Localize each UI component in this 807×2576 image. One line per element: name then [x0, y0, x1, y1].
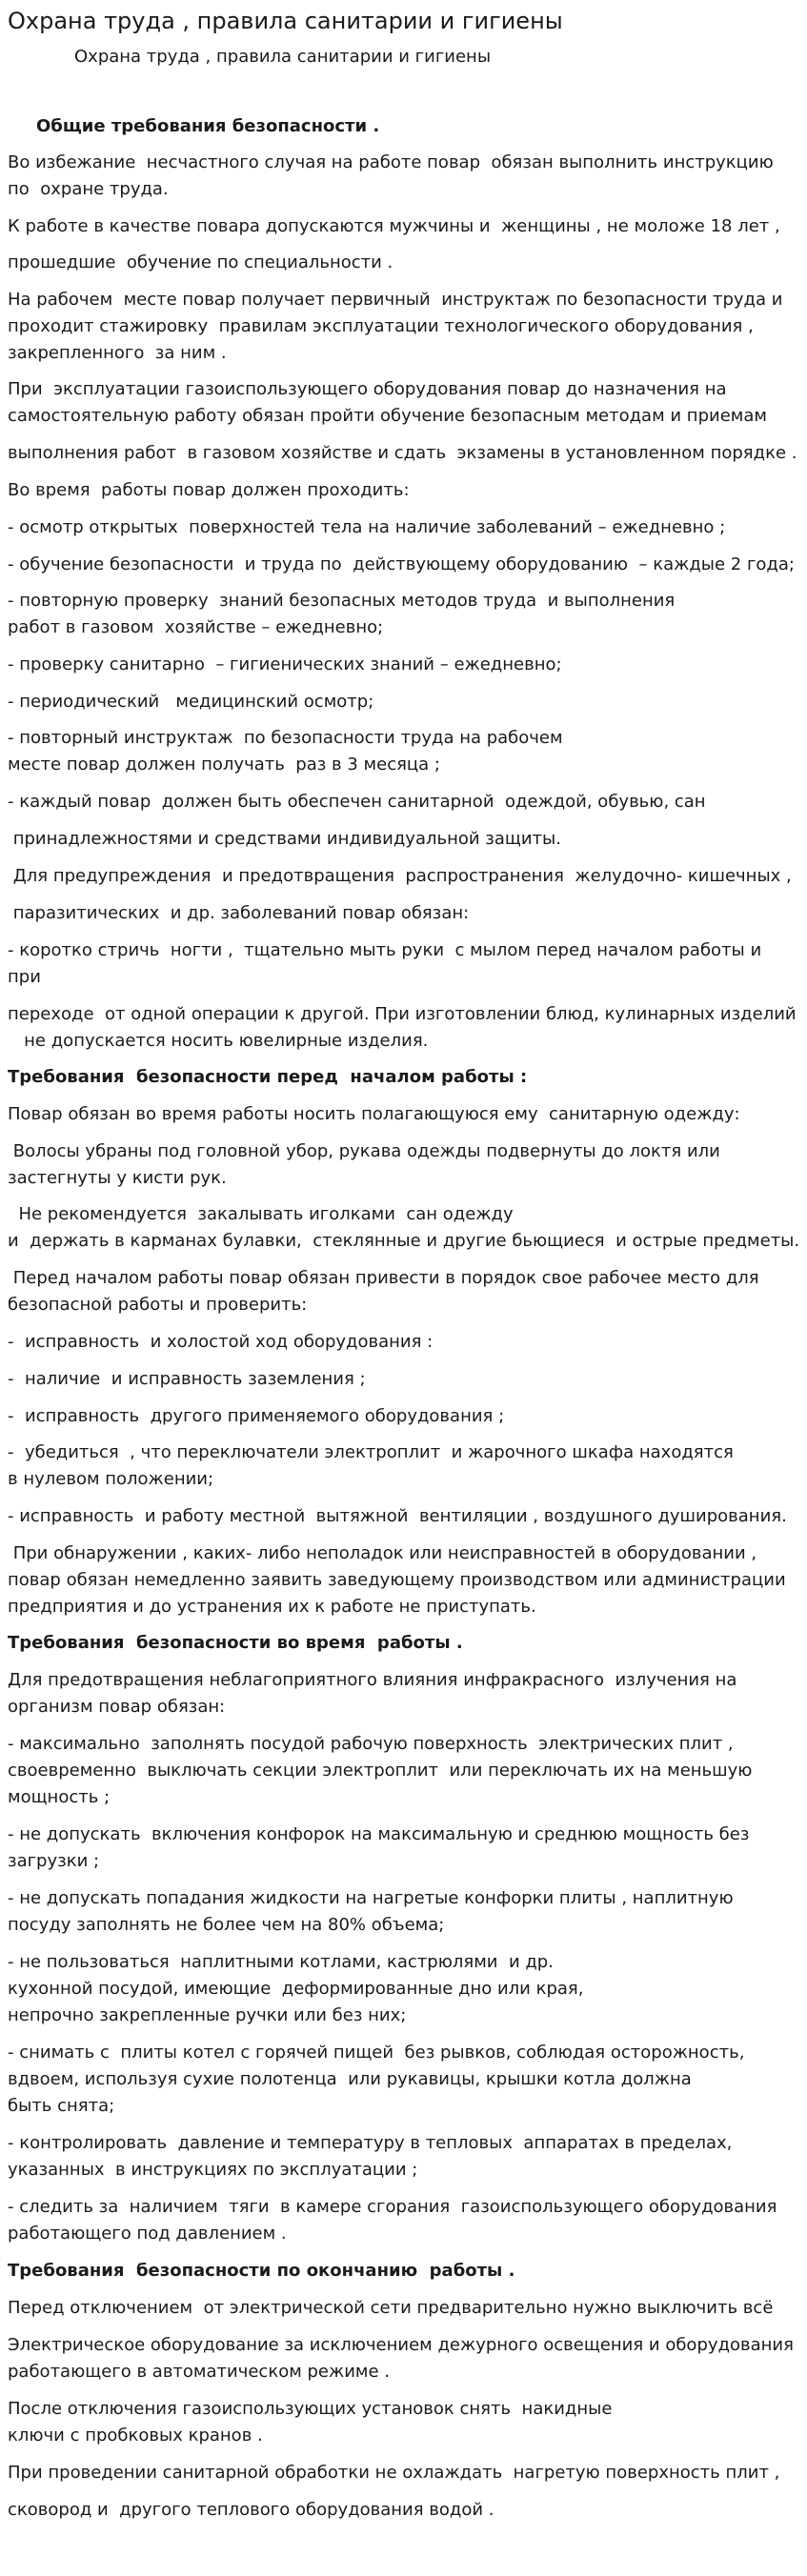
text-line: по охране труда. [8, 179, 169, 199]
text-line: При обнаружении , каких- либо неполадок или неисправностей в оборудовании , [8, 1543, 757, 1563]
list-item: указанных в инструкциях по эксплуатации ; [8, 2160, 418, 2180]
list-item: - осмотр открытых поверхностей тела на наличие заболеваний – ежедневно ; [8, 517, 726, 537]
list-item: - проверку санитарно – гигиенических знаний – ежедневно; [8, 654, 562, 674]
list-item: принадлежностями и средствами индивидуальной защиты. [8, 829, 561, 849]
list-item: - следить за наличием тяги в камере сгорания газоиспользующего оборудования [8, 2197, 777, 2217]
section-heading-general: Общие требования безопасности . [36, 116, 380, 136]
section-heading-after-work: Требования безопасности по окончанию работы . [8, 2261, 515, 2281]
text-line: ключи с пробковых кранов . [8, 2425, 263, 2445]
text-line: закрепленного за ним . [8, 343, 227, 363]
text-line: Электрическое оборудование за исключением дежурного освещения и оборудования [8, 2335, 794, 2355]
text-line: Во время работы повар должен проходить: [8, 480, 410, 500]
text-line: не допускается носить ювелирные изделия. [8, 1031, 429, 1051]
list-item: загрузки ; [8, 1851, 100, 1871]
text-line: застегнуты у кисти рук. [8, 1168, 227, 1188]
text-line: Во избежание несчастного случая на работе повар обязан выполнить инструкцию [8, 152, 774, 172]
list-item: работающего под давлением . [8, 2224, 287, 2244]
text-line: самостоятельную работу обязан пройти обучение безопасным методам и приемам [8, 406, 767, 426]
text-line: сковород и другого теплового оборудования водой . [8, 2500, 494, 2520]
text-line: Для предупреждения и предотвращения распространения желудочно- кишечных , [8, 866, 792, 886]
text-line: выполнения работ в газовом хозяйстве и сдать экзамены в установленном порядке . [8, 443, 797, 463]
list-item: - максимально заполнять посудой рабочую поверхность электрических плит , [8, 1734, 734, 1754]
text-line: После отключения газоиспользующих установок снять накидные [8, 2399, 613, 2419]
list-item: - повторную проверку знаний безопасных методов труда и выполнения [8, 591, 676, 611]
list-item: - повторный инструктаж по безопасности труда на рабочем [8, 728, 563, 748]
text-line: предприятия и до устранения их к работе не приступать. [8, 1597, 536, 1617]
text-line: Повар обязан во время работы носить полагающуюся ему санитарную одежду: [8, 1104, 740, 1124]
list-item: - исправность и работу местной вытяжной вентиляции , воздушного душирования. [8, 1506, 787, 1526]
list-item: - не пользоваться наплитными котлами, кастрюлями и др. [8, 1952, 554, 1972]
list-item: мощность ; [8, 1787, 111, 1807]
list-item: - каждый повар должен быть обеспечен санитарной одеждой, обувью, сан [8, 792, 706, 812]
page-title: Охрана труда , правила санитарии и гигиены [8, 8, 563, 34]
text-line: и держать в карманах булавки, стеклянные и другие бьющиеся и острые предметы. [8, 1231, 800, 1251]
list-item: посуду заполнять не более чем на 80% объема; [8, 1915, 445, 1935]
list-item: своевременно выключать секции электроплит или переключать их на меньшую [8, 1761, 753, 1781]
text-line: На рабочем месте повар получает первичный инструктаж по безопасности труда и [8, 290, 783, 310]
list-item: - обучение безопасности и труда по действующему оборудованию – каждые 2 года; [8, 554, 795, 574]
text-line: безопасной работы и проверить: [8, 1295, 308, 1315]
page-subtitle: Охрана труда , правила санитарии и гигиены [74, 47, 492, 67]
list-item: кухонной посудой, имеющие деформированные дно или края, [8, 1979, 584, 1999]
text-line: Для предотвращения неблагоприятного влияния инфракрасного излучения на [8, 1670, 737, 1690]
list-item: в нулевом положении; [8, 1469, 214, 1489]
list-item: непрочно закрепленные ручки или без них; [8, 2005, 407, 2025]
section-heading-during-work: Требования безопасности во время работы . [8, 1633, 463, 1653]
list-item: - коротко стричь ногти , тщательно мыть руки с мылом перед началом работы и [8, 940, 762, 960]
text-line: При эксплуатации газоиспользующего оборудования повар до назначения на [8, 379, 727, 399]
list-item: месте повар должен получать раз в 3 месяца ; [8, 755, 440, 775]
list-item: - исправность и холостой ход оборудования : [8, 1332, 434, 1352]
text-line: работающего в автоматическом режиме . [8, 2362, 391, 2382]
list-item: работ в газовом хозяйстве – ежедневно; [8, 617, 384, 637]
text-line: При проведении санитарной обработки не охлаждать нагретую поверхность плит , [8, 2463, 780, 2483]
text-line: переходе от одной операции к другой. При изготовлении блюд, кулинарных изделий [8, 1004, 797, 1024]
text-line: прошедшие обучение по специальности . [8, 252, 393, 272]
section-heading-before-work: Требования безопасности перед началом работы : [8, 1067, 528, 1087]
list-item: - периодический медицинский осмотр; [8, 692, 374, 712]
text-line: К работе в качестве повара допускаются мужчины и женщины , не моложе 18 лет , [8, 216, 780, 236]
list-item: при [8, 967, 41, 987]
text-line: паразитических и др. заболеваний повар обязан: [8, 903, 470, 923]
text-line: Перед отключением от электрической сети предварительно нужно выключить всё [8, 2298, 774, 2318]
text-line: Перед началом работы повар обязан привести в порядок свое рабочее место для [8, 1268, 759, 1288]
list-item: - снимать с плиты котел с горячей пищей без рывков, соблюдая осторожность, [8, 2043, 745, 2063]
list-item: - не допускать включения конфорок на максимальную и среднюю мощность без [8, 1824, 750, 1844]
list-item: - исправность другого применяемого оборудования ; [8, 1406, 505, 1426]
list-item: быть снята; [8, 2096, 115, 2116]
text-line: организм повар обязан: [8, 1697, 226, 1717]
text-line: Не рекомендуется закалывать иголками сан одежду [8, 1204, 514, 1224]
text-line: Волосы убраны под головной убор, рукава одежды подвернуты до локтя или [8, 1141, 720, 1161]
list-item: - контролировать давление и температуру в тепловых аппаратах в пределах, [8, 2133, 733, 2153]
list-item: вдвоем, используя сухие полотенца или рукавицы, крышки котла должна [8, 2069, 692, 2089]
text-line: проходит стажировку правилам эксплуатации технологического оборудования , [8, 316, 754, 336]
list-item: - не допускать попадания жидкости на нагретые конфорки плиты , наплитную [8, 1888, 734, 1908]
text-line: повар обязан немедленно заявить заведующему производством или администрации [8, 1570, 786, 1590]
list-item: - наличие и исправность заземления ; [8, 1369, 366, 1389]
list-item: - убедиться , что переключатели электроплит и жарочного шкафа находятся [8, 1442, 734, 1462]
